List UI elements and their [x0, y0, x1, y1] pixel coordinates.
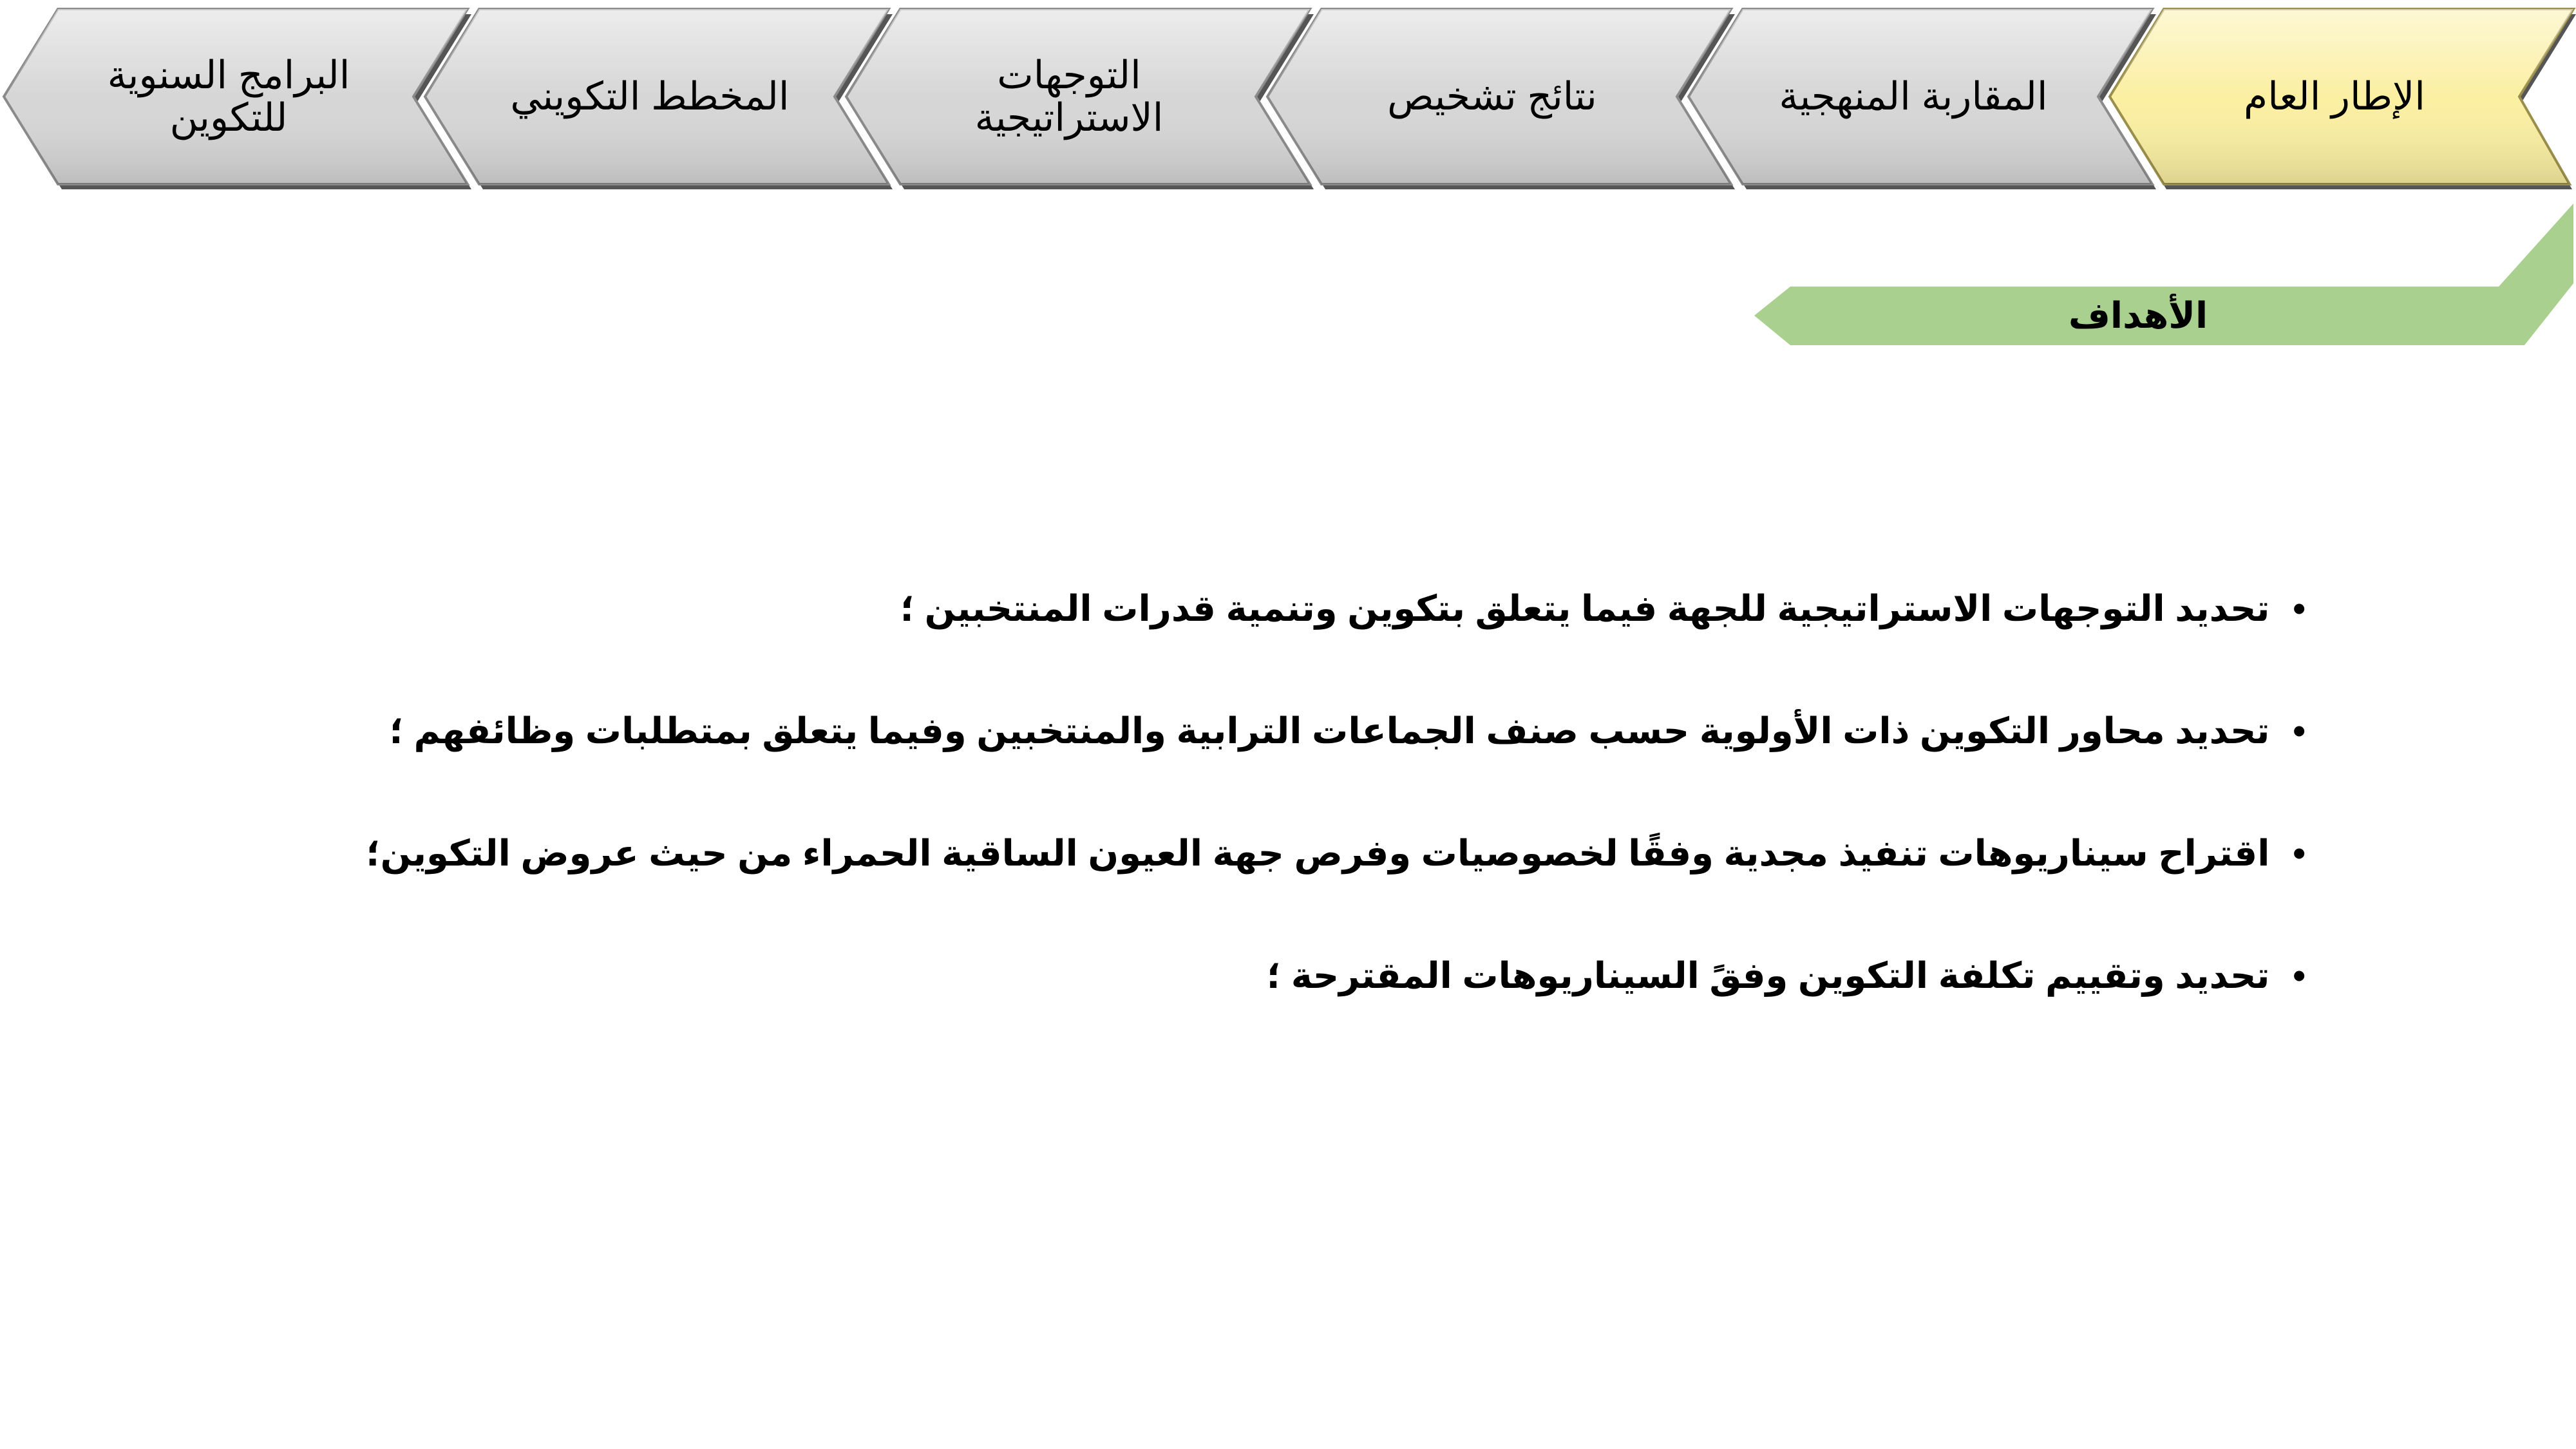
objective-text: اقتراح سيناريوهات تنفيذ مجدية وفقًا لخصوصيات وفرص جهة العيون الساقية الحمراء من حيث عروض التكوين؛	[366, 833, 2270, 873]
step-label-4: التوجهات الاستراتيجية	[974, 53, 1164, 139]
step-label-1: الإطار العام	[2244, 75, 2425, 118]
bullet-icon: •	[2293, 710, 2306, 751]
bullet-icon: •	[2293, 833, 2306, 873]
section-title: الأهداف	[2068, 295, 2208, 336]
objectives-list	[366, 547, 2306, 1037]
step-label-3: نتائج تشخيص	[1387, 75, 1597, 118]
step-label-5: المخطط التكويني	[510, 75, 790, 118]
objective-text: تحديد محاور التكوين ذات الأولوية حسب صنف الجماعات الترابية والمنتخبين وفيما يتعلق بمتطلبات وظائفهم ؛	[389, 710, 2270, 751]
list-item	[374, 914, 2306, 1037]
objective-text: تحديد وتقييم تكلفة التكوين وفقً السيناريوهات المقترحة ؛	[1266, 955, 2270, 996]
bullet-icon: •	[2293, 588, 2306, 629]
objective-text: تحديد التوجهات الاستراتيجية للجهة فيما يتعلق بتكوين وتنمية قدرات المنتخبين ؛	[900, 588, 2270, 629]
list-item	[366, 792, 2306, 914]
step-label-6: البرامج السنوية للتكوين	[107, 53, 350, 139]
list-item	[374, 670, 2306, 792]
bullet-icon: •	[2293, 955, 2306, 996]
step-label-2: المقاربة المنهجية	[1779, 75, 2048, 118]
list-item	[374, 547, 2306, 670]
